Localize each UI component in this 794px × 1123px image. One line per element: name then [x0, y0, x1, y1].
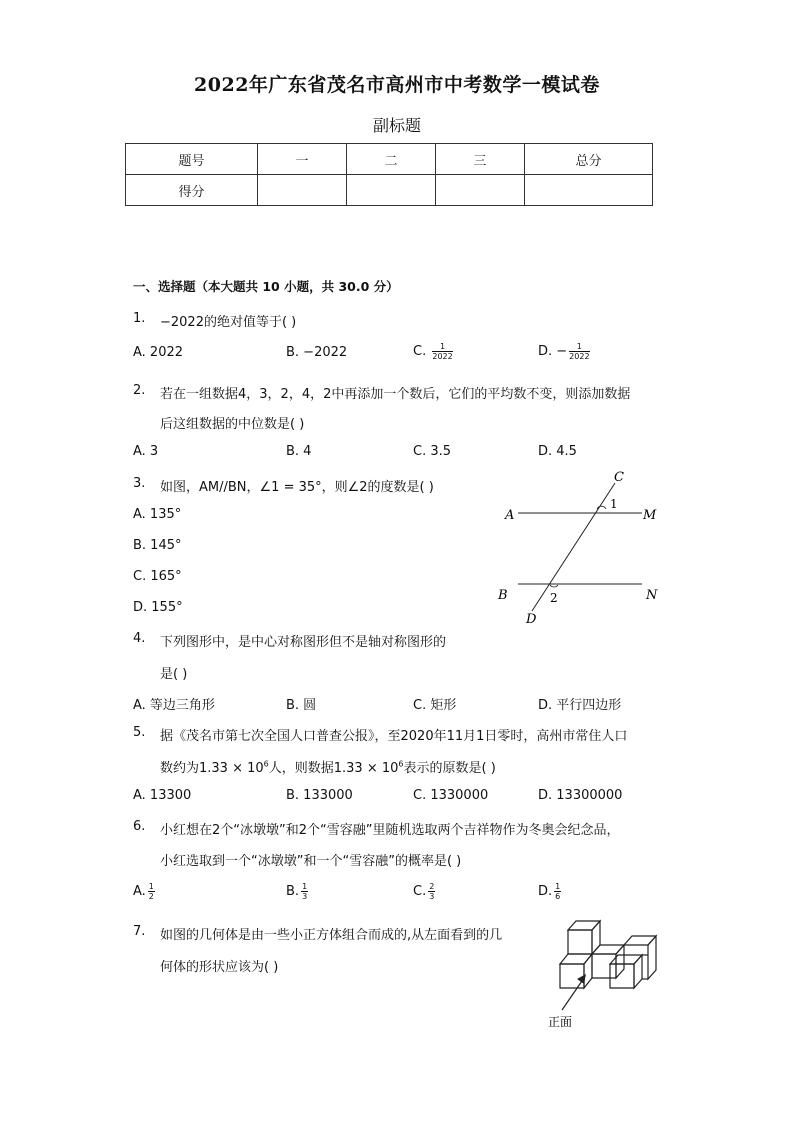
cube-face: [560, 954, 592, 964]
question-text: 小红想在2个“冰墩墩”和2个“雪容融”里随机选取两个吉祥物作为冬奥会纪念品，: [160, 823, 620, 838]
section-heading: 一、选择题（本大题共 10 小题，共 30.0 分）: [133, 279, 399, 294]
question-text-line2: 小红选取到一个“冰墩墩”和一个“雪容融”的概率是( ): [160, 854, 462, 869]
text-segment: 数约为1.33 × 10: [160, 761, 264, 776]
option-c: C. 165°: [133, 569, 182, 584]
fraction: [569, 342, 589, 361]
fraction: [554, 882, 561, 901]
option-b: B. 145°: [133, 538, 182, 553]
transversal-cd: [532, 483, 615, 611]
option-c: C. 矩形: [413, 698, 457, 713]
label-m: M: [643, 508, 657, 523]
option-d: [538, 342, 590, 361]
score-header-cell: 总分: [525, 144, 653, 175]
fraction-denominator: 6: [555, 892, 561, 901]
question-number: 6.: [133, 819, 146, 834]
option-d: D. 平行四边形: [538, 698, 622, 713]
fraction-denominator: 2: [148, 892, 154, 901]
cube-face: [584, 954, 592, 988]
fraction: [301, 882, 308, 901]
label-b: B: [498, 588, 508, 603]
score-table: [125, 143, 653, 206]
fraction-denominator: 3: [302, 892, 308, 901]
question-text-line2: 何体的形状应该为( ): [160, 960, 279, 975]
question-number: 4.: [133, 631, 146, 646]
score-header-cell: 一: [258, 144, 347, 175]
option-a: A. 13300: [133, 788, 192, 803]
exponent: 6: [263, 759, 269, 769]
question-text-line2: 是( ): [160, 667, 188, 682]
page-title: 2022年广东省茂名市高州市中考数学一模试卷: [194, 74, 600, 96]
cube-face: [634, 955, 642, 988]
text-segment: 表示的原数是( ): [403, 761, 496, 776]
cube-face: [610, 964, 634, 988]
option-label: C.: [413, 344, 427, 359]
option-b: B. 133000: [286, 788, 353, 803]
label-angle-2: 2: [550, 591, 558, 605]
fraction-numerator: 2: [429, 882, 435, 891]
cube-face: [616, 945, 624, 978]
score-row-label: 得分: [126, 175, 258, 206]
option-d: D. 155°: [133, 600, 183, 615]
fraction: [148, 882, 155, 901]
option-c: C. 3.5: [413, 444, 452, 459]
option-b: B. −2022: [286, 345, 348, 360]
label-d: D: [526, 612, 537, 627]
score-table-header-row: [126, 144, 653, 175]
option-d: D. 4.5: [538, 444, 577, 459]
cube-face: [592, 954, 616, 978]
option-b: B. 圆: [286, 698, 317, 713]
question-text-line2: 后这组数据的中位数是( ): [160, 417, 305, 432]
option-d: D. 13300000: [538, 788, 623, 803]
score-header-cell: 题号: [126, 144, 258, 175]
option-d: [538, 882, 561, 901]
label-angle-1: 1: [610, 497, 618, 511]
question-number: 5.: [133, 725, 146, 740]
fraction-numerator: 1: [432, 342, 452, 352]
question-text: 如图，AM//BN，∠1 = 35°，则∠2的度数是( ): [160, 480, 434, 495]
fraction: [428, 882, 435, 901]
score-cell[interactable]: [436, 175, 525, 206]
score-cell[interactable]: [258, 175, 347, 206]
question-text-line2: [160, 757, 496, 776]
exponent: 6: [398, 759, 404, 769]
fraction-numerator: 1: [148, 882, 154, 891]
option-b: [286, 882, 308, 901]
cube-figure: [540, 912, 670, 1037]
question-text: 下列图形中，是中心对称图形但不是轴对称图形的: [160, 635, 447, 650]
option-c: [413, 882, 435, 901]
score-cell[interactable]: [525, 175, 653, 206]
score-header-cell: 三: [436, 144, 525, 175]
option-label: B.: [286, 884, 300, 899]
fraction-denominator: 2022: [569, 352, 590, 361]
view-arrow: [562, 978, 584, 1010]
fraction-denominator: 2022: [432, 352, 453, 361]
option-label: D.: [538, 884, 553, 899]
option-a: [133, 882, 155, 901]
option-a: A. 2022: [133, 345, 184, 360]
text-segment: 人，则数据1.33 × 10: [268, 761, 399, 776]
front-label: 正面: [548, 1015, 573, 1029]
label-a: A: [505, 508, 515, 523]
question-text: 若在一组数据4，3，2，4，2中再添加一个数后，它们的平均数不变，则添加数据: [160, 387, 631, 402]
fraction-numerator: 1: [555, 882, 561, 891]
option-b: B. 4: [286, 444, 312, 459]
fraction: [432, 342, 452, 361]
label-n: N: [646, 588, 658, 603]
label-c: C: [614, 470, 624, 485]
question-number: 3.: [133, 476, 146, 491]
cube-outline: [560, 921, 656, 988]
page-subtitle: 副标题: [372, 116, 421, 135]
option-a: A. 3: [133, 444, 159, 459]
cube-face: [648, 936, 656, 979]
cube-face: [568, 930, 592, 954]
question-number: 2.: [133, 383, 146, 398]
question-number: 1.: [133, 311, 146, 326]
angle-2-arc: [550, 585, 558, 587]
option-a: A. 等边三角形: [133, 698, 215, 713]
cube-face: [560, 964, 584, 988]
score-table-row: [126, 175, 653, 206]
score-header-cell: 二: [347, 144, 436, 175]
option-label: D. −: [538, 344, 568, 359]
fraction-numerator: 1: [302, 882, 308, 891]
parallel-lines-figure: [490, 465, 670, 630]
score-cell[interactable]: [347, 175, 436, 206]
question-text: −2022的绝对值等于( ): [160, 315, 297, 330]
option-c: [413, 342, 453, 361]
option-a: A. 135°: [133, 507, 182, 522]
question-number: 7.: [133, 924, 146, 939]
fraction-denominator: 3: [429, 892, 435, 901]
option-c: C. 1330000: [413, 788, 489, 803]
option-label: A.: [133, 884, 146, 899]
fraction-numerator: 1: [569, 342, 589, 352]
question-text: 据《茂名市第七次全国人口普查公报》，至2020年11月1日零时，高州市常住人口: [160, 729, 628, 744]
question-text: 如图的几何体是由一些小正方体组合而成的,从左面看到的几: [160, 928, 503, 943]
option-label: C.: [413, 884, 427, 899]
